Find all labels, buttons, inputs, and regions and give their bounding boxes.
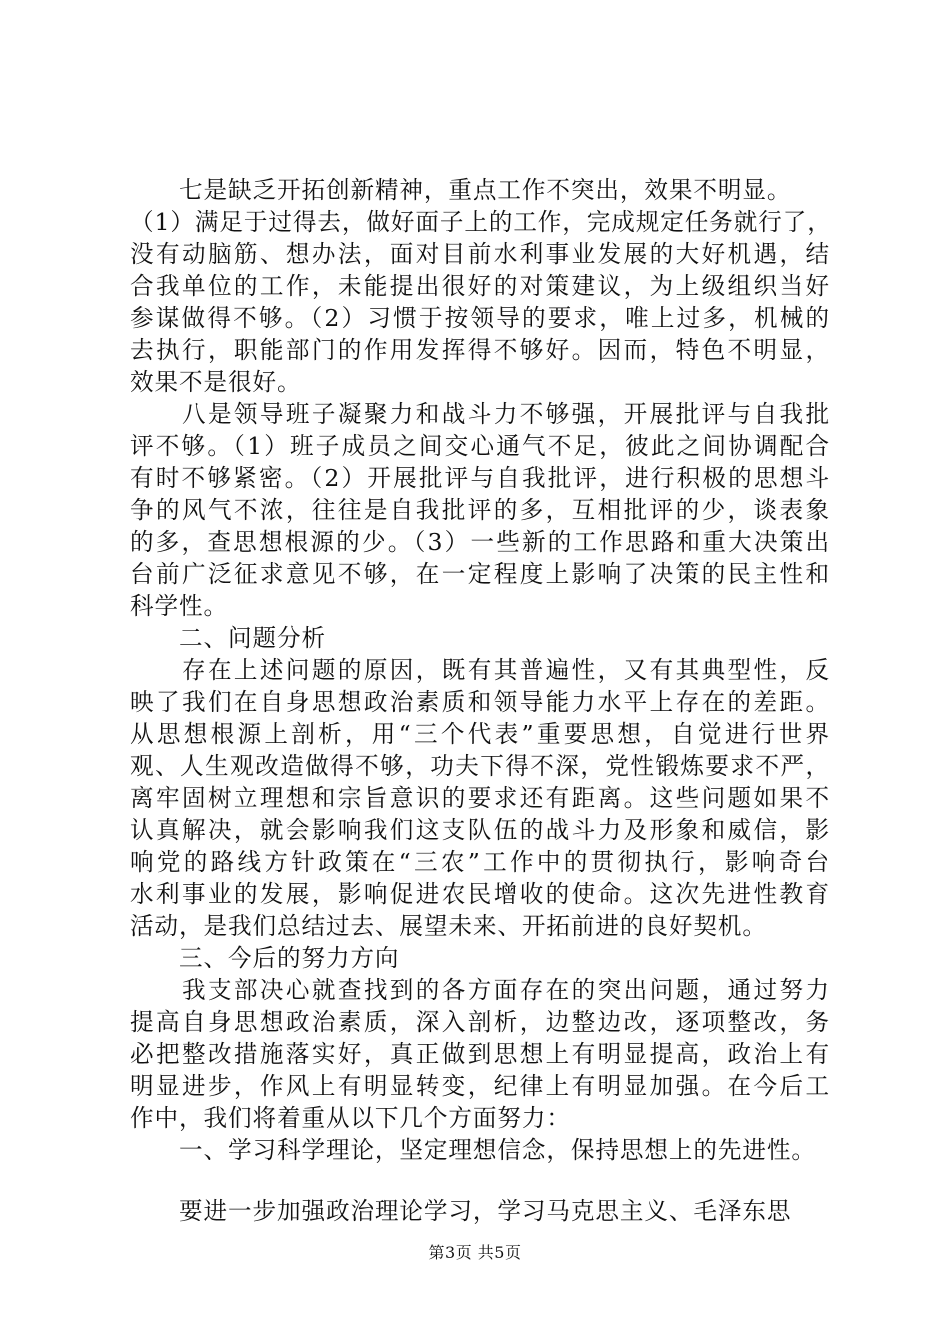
text-line: 要进一步加强政治理论学习，学习马克思主义、毛泽东思 [130,1197,792,1225]
text-line: 存在上述问题的原因，既有其普遍性，又有其典型性，反 [130,656,830,684]
text-line: 我支部决心就查找到的各方面存在的突出问题，通过努力 [130,976,830,1004]
text-line: 评不够。（1）班子成员之间交心通气不足，彼此之间协调配合 [130,432,830,460]
text-line: 合我单位的工作，未能提出很好的对策建议，为上级组织当好 [130,272,830,300]
text-line: 效果不是很好。 [130,368,302,396]
text-line: 没有动脑筋、想办法，面对目前水利事业发展的大好机遇，结 [130,240,830,268]
text-line: 八是领导班子凝聚力和战斗力不够强，开展批评与自我批 [130,400,830,428]
text-line: 水利事业的发展，影响促进农民增收的使命。这次先进性教育 [130,880,830,908]
page-number-footer: 第3页 共5页 [428,1243,522,1262]
text-line: 认真解决，就会影响我们这支队伍的战斗力及形象和威信，影 [130,816,830,844]
section-heading: 一、学习科学理论，坚定理想信念，保持思想上的先进性。 [130,1136,816,1164]
section-heading: 二、问题分析 [130,624,326,652]
text-line: 争的风气不浓，往往是自我批评的多，互相批评的少，谈表象 [130,496,830,524]
text-line: 映了我们在自身思想政治素质和领导能力水平上存在的差距。 [130,688,830,716]
text-line: 观、人生观改造做得不够，功夫下得不深，党性锻炼要求不严， [130,752,830,780]
text-line: 明显进步，作风上有明显转变，纪律上有明显加强。在今后工 [130,1072,830,1100]
text-line: 作中，我们将着重从以下几个方面努力： [130,1104,571,1132]
text-line: 参谋做得不够。（2）习惯于按领导的要求，唯上过多，机械的 [130,304,830,332]
text-line: 必把整改措施落实好，真正做到思想上有明显提高，政治上有 [130,1040,830,1068]
text-line: 去执行，职能部门的作用发挥得不够好。因而，特色不明显， [130,336,830,364]
text-line: （1）满足于过得去，做好面子上的工作，完成规定任务就行了， [130,208,832,236]
text-line: 离牢固树立理想和宗旨意识的要求还有距离。这些问题如果不 [130,784,830,812]
text-line: 七是缺乏开拓创新精神，重点工作不突出，效果不明显。 [130,176,792,204]
text-line: 的多，查思想根源的少。（3）一些新的工作思路和重大决策出 [130,528,830,556]
text-line: 从思想根源上剖析，用“三个代表”重要思想，自觉进行世界 [130,720,830,748]
text-line: 有时不够紧密。（2）开展批评与自我批评，进行积极的思想斗 [130,464,830,492]
text-line: 台前广泛征求意见不够，在一定程度上影响了决策的民主性和 [130,560,830,588]
section-heading: 三、今后的努力方向 [130,944,400,972]
text-line: 提高自身思想政治素质，深入剖析，边整边改，逐项整改，务 [130,1008,830,1036]
text-line: 响党的路线方针政策在“三农”工作中的贯彻执行，影响奇台 [130,848,830,876]
text-line: 科学性。 [130,592,228,620]
text-line: 活动，是我们总结过去、展望未来、开拓前进的良好契机。 [130,912,767,940]
